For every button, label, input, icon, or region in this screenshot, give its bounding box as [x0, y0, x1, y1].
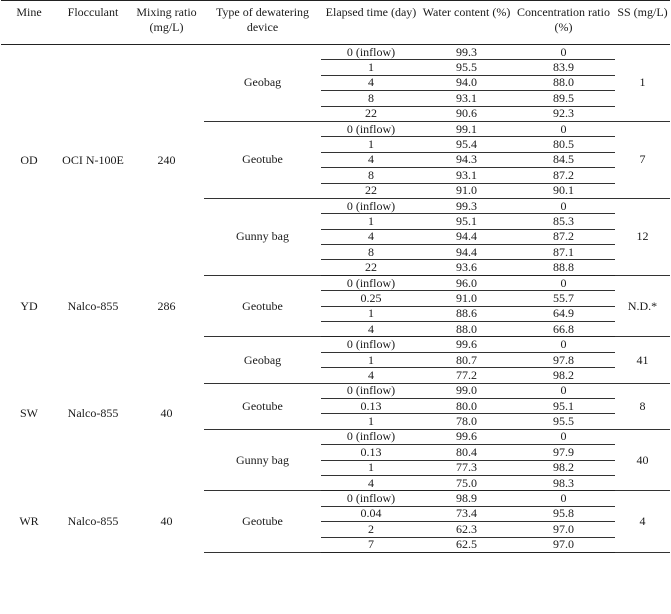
- flocculant-cell: Nalco-855: [67, 514, 119, 529]
- water-content-cell: 62.3: [421, 522, 512, 537]
- water-content-cell: 90.6: [421, 106, 512, 121]
- device-type-cell: Geotube: [204, 275, 321, 337]
- device-type-cell: Geobag: [204, 337, 321, 383]
- concentration-ratio-cell: 97.8: [512, 352, 615, 367]
- flocculant-cell: Nalco-855: [67, 298, 119, 313]
- elapsed-time-cell: 0.13: [321, 398, 421, 413]
- mine-cell: WR: [19, 514, 39, 529]
- table-row: [1, 491, 670, 506]
- device-type-cell: Geotube: [204, 383, 321, 429]
- flocculant-cell: Nalco-855: [67, 406, 119, 421]
- water-content-cell: 80.7: [421, 352, 512, 367]
- concentration-ratio-cell: 88.8: [512, 260, 615, 275]
- water-content-cell: 95.4: [421, 137, 512, 152]
- ss-cell: 40: [615, 429, 670, 491]
- concentration-ratio-cell: 0: [512, 198, 615, 213]
- elapsed-time-cell: 4: [321, 229, 421, 244]
- concentration-ratio-cell: 55.7: [512, 291, 615, 306]
- water-content-cell: 73.4: [421, 506, 512, 521]
- water-content-cell: 99.0: [421, 383, 512, 398]
- elapsed-time-cell: 4: [321, 152, 421, 167]
- header-mixing-ratio: Mixing ratio (mg/L): [129, 1, 204, 45]
- concentration-ratio-cell: 97.0: [512, 537, 615, 552]
- ss-cell: 12: [615, 198, 670, 275]
- elapsed-time-cell: 22: [321, 183, 421, 198]
- device-type-cell: Geotube: [204, 121, 321, 198]
- header-device-type: Type of dewatering device: [204, 1, 321, 45]
- concentration-ratio-cell: 0: [512, 45, 615, 60]
- mixing-ratio-cell: 40: [160, 406, 173, 421]
- header-ss: SS (mg/L): [615, 1, 670, 45]
- mine-cell: OD: [20, 152, 38, 167]
- header-water-content: Water content (%): [421, 1, 512, 45]
- water-content-cell: 98.9: [421, 491, 512, 506]
- water-content-cell: 91.0: [421, 183, 512, 198]
- elapsed-time-cell: 0 (inflow): [321, 491, 421, 506]
- water-content-cell: 99.6: [421, 429, 512, 444]
- water-content-cell: 99.1: [421, 121, 512, 136]
- water-content-cell: 77.3: [421, 460, 512, 475]
- water-content-cell: 95.1: [421, 214, 512, 229]
- elapsed-time-cell: 1: [321, 306, 421, 321]
- water-content-cell: 88.0: [421, 322, 512, 337]
- concentration-ratio-cell: 98.2: [512, 368, 615, 383]
- water-content-cell: 94.3: [421, 152, 512, 167]
- elapsed-time-cell: 0 (inflow): [321, 275, 421, 290]
- concentration-ratio-cell: 87.2: [512, 168, 615, 183]
- table-row: [1, 45, 670, 60]
- water-content-cell: 99.6: [421, 337, 512, 352]
- device-type-cell: Geotube: [204, 491, 321, 553]
- concentration-ratio-cell: 66.8: [512, 322, 615, 337]
- elapsed-time-cell: 0 (inflow): [321, 198, 421, 213]
- concentration-ratio-cell: 87.1: [512, 245, 615, 260]
- water-content-cell: 94.4: [421, 245, 512, 260]
- concentration-ratio-cell: 95.8: [512, 506, 615, 521]
- device-type-cell: Gunny bag: [204, 198, 321, 275]
- concentration-ratio-cell: 89.5: [512, 91, 615, 106]
- concentration-ratio-cell: 97.9: [512, 445, 615, 460]
- elapsed-time-cell: 1: [321, 460, 421, 475]
- water-content-cell: 78.0: [421, 414, 512, 429]
- water-content-cell: 96.0: [421, 275, 512, 290]
- elapsed-time-cell: 7: [321, 537, 421, 552]
- elapsed-time-cell: 0 (inflow): [321, 337, 421, 352]
- ss-cell: 7: [615, 121, 670, 198]
- elapsed-time-cell: 1: [321, 137, 421, 152]
- concentration-ratio-cell: 95.5: [512, 414, 615, 429]
- ss-cell: N.D.*: [615, 275, 670, 337]
- concentration-ratio-cell: 0: [512, 337, 615, 352]
- elapsed-time-cell: 22: [321, 260, 421, 275]
- elapsed-time-cell: 0.04: [321, 506, 421, 521]
- concentration-ratio-cell: 88.0: [512, 75, 615, 90]
- device-type-cell: Gunny bag: [204, 429, 321, 491]
- elapsed-time-cell: 8: [321, 91, 421, 106]
- header-row: [1, 1, 670, 45]
- dewatering-results-table: [1, 0, 670, 553]
- elapsed-time-cell: 0 (inflow): [321, 383, 421, 398]
- concentration-ratio-cell: 0: [512, 275, 615, 290]
- water-content-cell: 95.5: [421, 60, 512, 75]
- water-content-cell: 94.0: [421, 75, 512, 90]
- header-flocculant: Flocculant: [57, 1, 129, 45]
- ss-cell: 41: [615, 337, 670, 383]
- ss-cell: 8: [615, 383, 670, 429]
- concentration-ratio-cell: 0: [512, 383, 615, 398]
- water-content-cell: 94.4: [421, 229, 512, 244]
- mine-cell: YD: [20, 298, 38, 313]
- ss-cell: 4: [615, 491, 670, 553]
- elapsed-time-cell: 1: [321, 414, 421, 429]
- concentration-ratio-cell: 97.0: [512, 522, 615, 537]
- water-content-cell: 99.3: [421, 198, 512, 213]
- concentration-ratio-cell: 0: [512, 121, 615, 136]
- concentration-ratio-cell: 92.3: [512, 106, 615, 121]
- water-content-cell: 88.6: [421, 306, 512, 321]
- elapsed-time-cell: 8: [321, 168, 421, 183]
- device-type-cell: Geobag: [204, 45, 321, 122]
- elapsed-time-cell: 0.25: [321, 291, 421, 306]
- elapsed-time-cell: 0 (inflow): [321, 121, 421, 136]
- mine-cell: SW: [20, 406, 38, 421]
- elapsed-time-cell: 0 (inflow): [321, 45, 421, 60]
- concentration-ratio-cell: 98.2: [512, 460, 615, 475]
- concentration-ratio-cell: 90.1: [512, 183, 615, 198]
- water-content-cell: 93.1: [421, 91, 512, 106]
- concentration-ratio-cell: 87.2: [512, 229, 615, 244]
- elapsed-time-cell: 0 (inflow): [321, 429, 421, 444]
- water-content-cell: 75.0: [421, 475, 512, 490]
- elapsed-time-cell: 4: [321, 368, 421, 383]
- concentration-ratio-cell: 85.3: [512, 214, 615, 229]
- mixing-ratio-cell: 286: [157, 298, 176, 313]
- mixing-ratio-cell: 240: [157, 152, 176, 167]
- water-content-cell: 80.4: [421, 445, 512, 460]
- water-content-cell: 62.5: [421, 537, 512, 552]
- elapsed-time-cell: 4: [321, 475, 421, 490]
- water-content-cell: 99.3: [421, 45, 512, 60]
- elapsed-time-cell: 1: [321, 352, 421, 367]
- concentration-ratio-cell: 98.3: [512, 475, 615, 490]
- flocculant-cell: OCI N-100E: [62, 152, 124, 167]
- header-concentration-ratio: Concentration ratio (%): [512, 1, 615, 45]
- elapsed-time-cell: 4: [321, 75, 421, 90]
- concentration-ratio-cell: 0: [512, 429, 615, 444]
- water-content-cell: 93.1: [421, 168, 512, 183]
- concentration-ratio-cell: 83.9: [512, 60, 615, 75]
- water-content-cell: 93.6: [421, 260, 512, 275]
- concentration-ratio-cell: 0: [512, 491, 615, 506]
- water-content-cell: 91.0: [421, 291, 512, 306]
- ss-cell: 1: [615, 45, 670, 122]
- header-mine: Mine: [1, 1, 57, 45]
- elapsed-time-cell: 0.13: [321, 445, 421, 460]
- elapsed-time-cell: 1: [321, 60, 421, 75]
- elapsed-time-cell: 4: [321, 322, 421, 337]
- elapsed-time-cell: 8: [321, 245, 421, 260]
- table-row: [1, 275, 670, 290]
- concentration-ratio-cell: 84.5: [512, 152, 615, 167]
- table-body: [1, 45, 670, 553]
- header-elapsed-time: Elapsed time (day): [321, 1, 421, 45]
- water-content-cell: 80.0: [421, 398, 512, 413]
- mixing-ratio-cell: 40: [160, 514, 173, 529]
- concentration-ratio-cell: 64.9: [512, 306, 615, 321]
- elapsed-time-cell: 22: [321, 106, 421, 121]
- concentration-ratio-cell: 95.1: [512, 398, 615, 413]
- elapsed-time-cell: 2: [321, 522, 421, 537]
- elapsed-time-cell: 1: [321, 214, 421, 229]
- table-row: [1, 337, 670, 352]
- concentration-ratio-cell: 80.5: [512, 137, 615, 152]
- water-content-cell: 77.2: [421, 368, 512, 383]
